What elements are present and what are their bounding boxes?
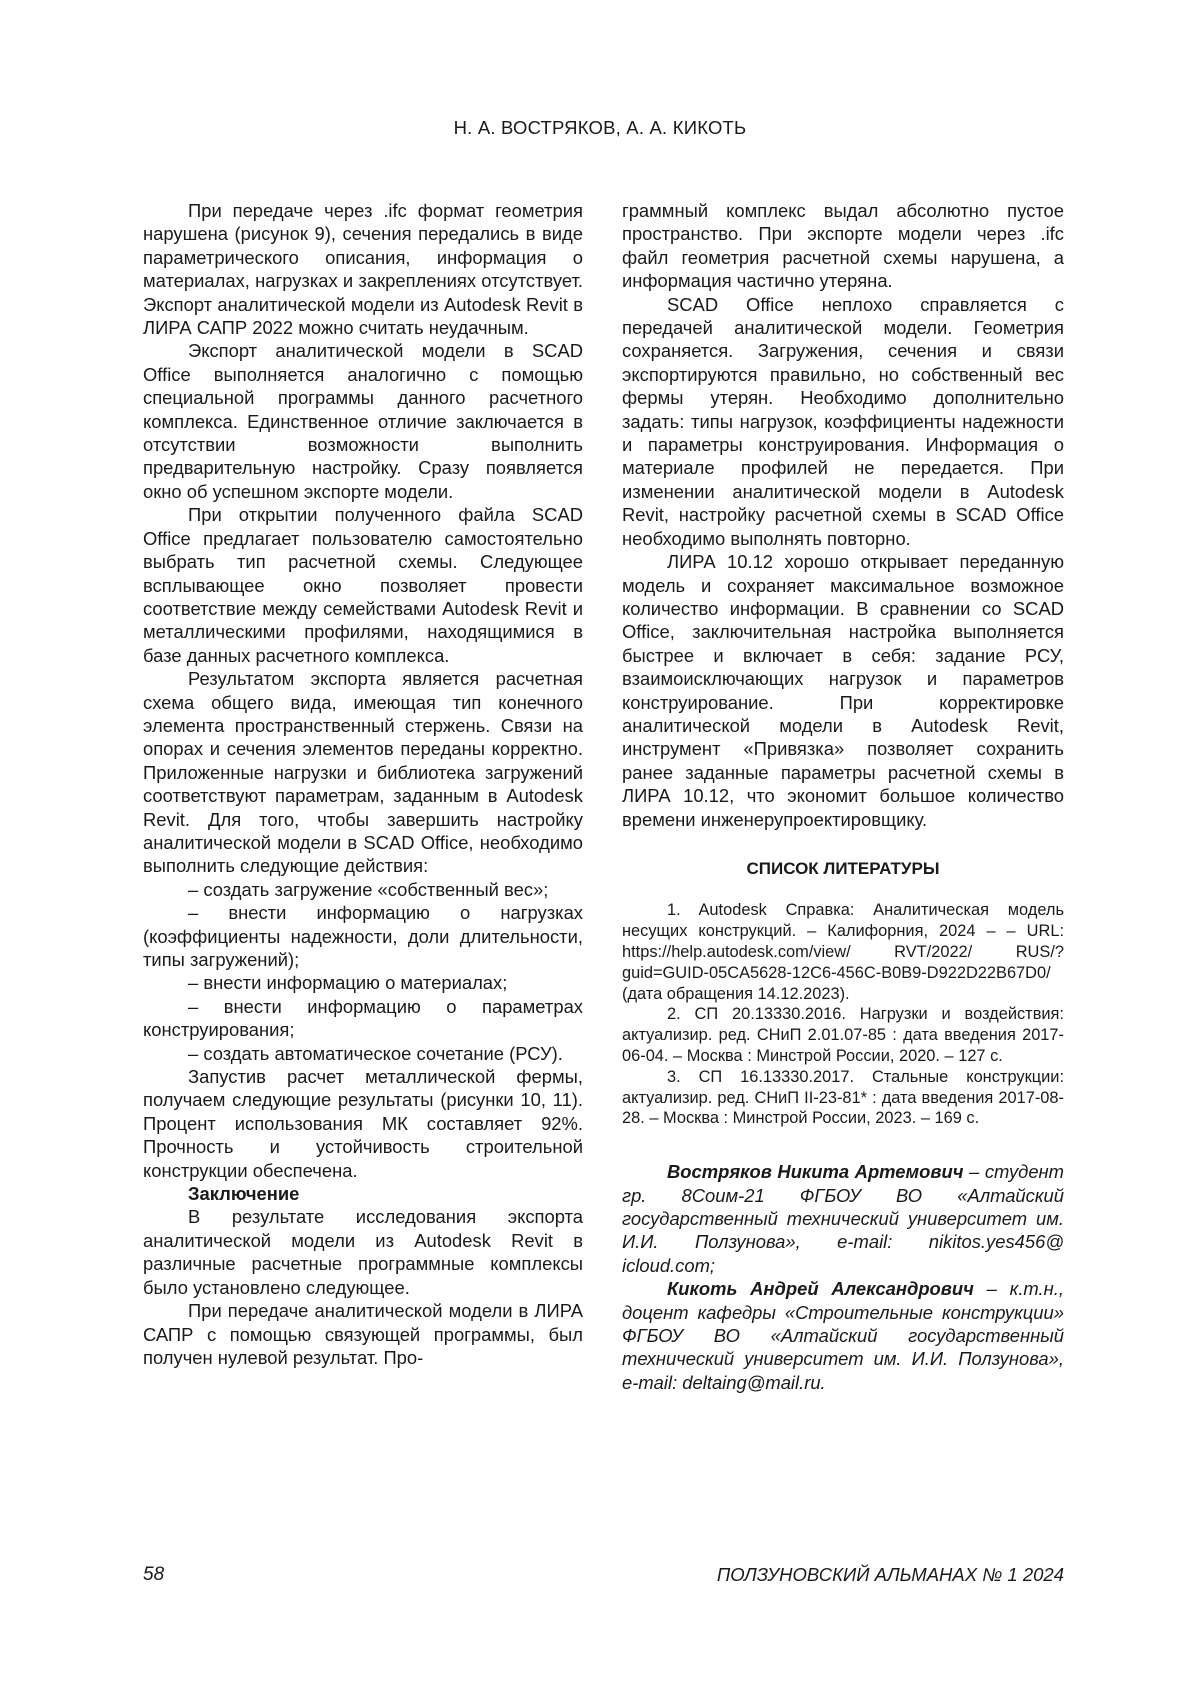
list-item: – создать загружение «собственный вес»;: [188, 878, 549, 900]
paragraph: При передаче через .ifc формат геометрия нарушена (рисунок 9), сечения передались в виде параметрического описания, информация о материалах, нагрузках и закреплениях отсутствует. Экспорт аналитической модели из Autodesk Revit в ЛИРА САПР 2022 можно считать неудачным.: [143, 200, 583, 339]
author-info: [622, 1160, 1064, 1277]
paragraph: ЛИРА 10.12 хорошо открывает переданную модель и сохраняет максимальное возможное количество информации. В сравнении со SCAD Office, заключительная настройка выполняется быстрее и включает в себя: задание РСУ, взаимоисключающих нагрузок и параметров конструирование. При корректировке аналитической модели в Autodesk Revit, инструмент «Привязка» позволяет сохранить ранее заданные параметры расчетной схемы в ЛИРА 10.12, что экономит большое количество времени инженерупроектировщику.: [622, 551, 1064, 830]
paragraph: граммный комплекс выдал абсолютно пустое пространство. При экспорте модели через .ifc файл геометрия расчетной схемы нарушена, а информация частично утеряна.: [622, 200, 1064, 292]
author-details: – к.т.н., доцент кафедры «Строительные конструкции» ФГБОУ ВО «Алтайский государственный технический университет им. И.И. Ползунова», e-mail: deltaing@mail.ru.: [622, 1278, 1064, 1393]
author-name: Востряков Никита Артемович: [667, 1161, 964, 1183]
list-item: – внести информацию о материалах;: [188, 972, 508, 994]
running-head-authors: Н. А. ВОСТРЯКОВ, А. А. КИКОТЬ: [453, 117, 747, 138]
journal-title: ПОЛЗУНОВСКИЙ АЛЬМАНАХ № 1 2024: [716, 1564, 1064, 1585]
author-details: – студент гр. 8Соим-21 ФГБОУ ВО «Алтайский государственный технический университет им. И.И. Ползунова», e-mail: nikitos.yes456@ icloud.com;: [622, 1161, 1064, 1276]
paragraph: Экспорт аналитической модели в SCAD Office выполняется аналогично с помощью специальной программы данного расчетного комплекса. Единственное отличие заключается в отсутствии возможности выполнить предварительную настройку. Сразу появляется окно об успешном экспорте модели.: [143, 340, 583, 502]
reference-item: 2. СП 20.13330.2016. Нагрузки и воздействия: актуализир. ред. СНиП 2.01.07-85 : дата введения 2017-06-04. – Москва : Минстрой России, 2020. – 127 с.: [622, 1005, 1064, 1065]
paragraph: Запустив расчет металлической фермы, получаем следующие результаты (рисунки 10, 11). Процент использования МК составляет 92%. Прочность и устойчивость строительной конструкции обеспечена.: [143, 1066, 583, 1181]
author-name: Кикоть Андрей Александрович: [667, 1278, 974, 1300]
paragraph: Результатом экспорта является расчетная схема общего вида, имеющая тип конечного элемента пространственный стержень. Связи на опорах и сечения элементов переданы корректно. Приложенные нагрузки и библиотека загружений соответствуют параметрам, заданным в Autodesk Revit. Для того, чтобы завершить настройку аналитической модели в SCAD Office, необходимо выполнить следующие действия:: [143, 668, 583, 877]
page-number: 58: [143, 1564, 165, 1585]
list-item: – создать автоматическое сочетание (РСУ).: [188, 1042, 563, 1064]
list-item: – внести информацию о параметрах конструирования;: [143, 995, 583, 1041]
references-heading: СПИСОК ЛИТЕРАТУРЫ: [746, 858, 940, 878]
author-info: [622, 1277, 1064, 1394]
left-column: [143, 199, 583, 1369]
paragraph: При передаче аналитической модели в ЛИРА САПР с помощью связующей программы, был получен нулевой результат. Про-: [143, 1300, 583, 1368]
reference-item: 1. Autodesk Справка: Аналитическая модель несущих конструкций. – Калифорния, 2024 – – URL: https://help.autodesk.com/view/ RVT/2022/ RUS/?guid=GUID-05CA5628-12C6-456C-B0B9-D922D22B67D0/ (дата обращения 14.12.2023).: [622, 901, 1064, 1003]
reference-item: 3. СП 16.13330.2017. Стальные конструкции: актуализир. ред. СНиП II-23-81* : дата введения 2017-08-28. – Москва : Минстрой России, 2023. – 169 с.: [622, 1067, 1064, 1128]
list-item: – внести информацию о нагрузках (коэффициенты надежности, доли длительности, типы загружений);: [143, 902, 583, 970]
paragraph: SCAD Office неплохо справляется с передачей аналитической модели. Геометрия сохраняется. Загружения, сечения и связи экспортируются правильно, но собственный вес фермы утерян. Необходимо дополнительно задать: типы нагрузок, коэффициенты надежности и параметры конструирования. Информация о материале профилей не передается. При изменении аналитической модели в Autodesk Revit, настройку расчетной схемы в SCAD Office необходимо выполнять повторно.: [622, 293, 1064, 549]
paragraph: При открытии полученного файла SCAD Office предлагает пользователю самостоятельно выбрать тип расчетной схемы. Следующее всплывающее окно позволяет провести соответствие между семействами Autodesk Revit и металлическими профилями, находящимися в базе данных расчетного комплекса.: [143, 504, 583, 666]
section-heading-conclusion: Заключение: [188, 1183, 300, 1205]
right-column: [622, 199, 1064, 1394]
paragraph: В результате исследования экспорта аналитической модели из Autodesk Revit в различные расчетные программные комплексы было установлено следующее.: [143, 1206, 583, 1298]
